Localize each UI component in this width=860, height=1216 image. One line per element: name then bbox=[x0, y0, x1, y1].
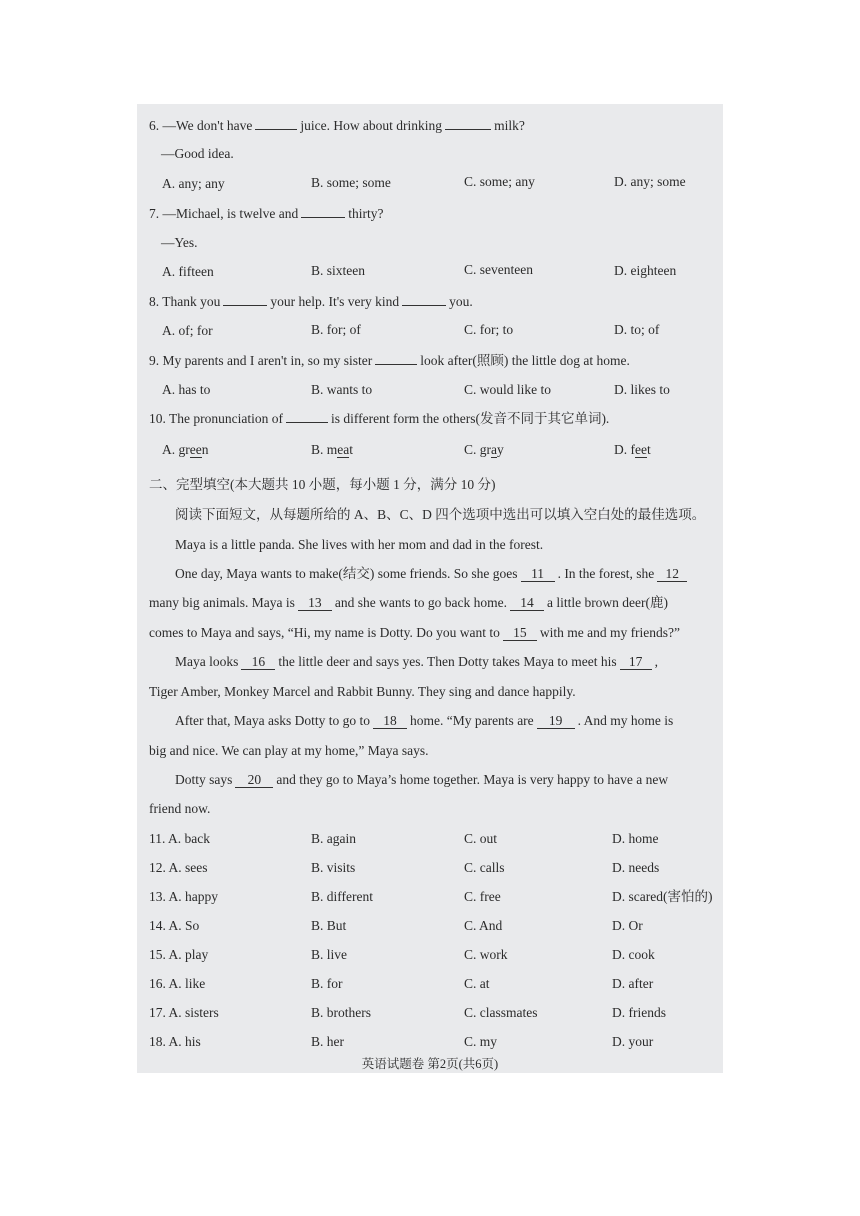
question-text: milk? bbox=[494, 118, 525, 133]
cloze-option-c: C. classmates bbox=[464, 1005, 538, 1020]
option-a: A. of; for bbox=[162, 323, 213, 338]
cloze-option-b: B. different bbox=[311, 889, 373, 904]
cloze-option-a: 18. A. his bbox=[149, 1034, 201, 1049]
cloze-option-b: B. live bbox=[311, 947, 347, 962]
option-a: A. any; any bbox=[162, 176, 225, 191]
question-text: 6. —We don't have bbox=[149, 118, 253, 133]
passage-line: big and nice. We can play at my home,” Maya says. bbox=[149, 743, 429, 758]
passage-text: . And my home is bbox=[577, 713, 674, 728]
cloze-option-d: D. your bbox=[612, 1034, 654, 1049]
option-d bbox=[614, 441, 651, 459]
option-text: D. f bbox=[614, 442, 635, 457]
question-text: you. bbox=[449, 294, 473, 309]
option-text: C. gr bbox=[464, 442, 491, 457]
option-a: A. fifteen bbox=[162, 264, 214, 279]
cloze-option-a: 13. A. happy bbox=[149, 889, 218, 904]
option-text: A. gr bbox=[162, 442, 190, 457]
cloze-option-c: C. at bbox=[464, 976, 490, 991]
cloze-blank-15: 15 bbox=[503, 625, 537, 641]
cloze-blank-19: 19 bbox=[537, 713, 575, 729]
option-text: y bbox=[497, 442, 504, 457]
answer-blank bbox=[375, 351, 417, 365]
passage-text: , bbox=[654, 654, 659, 669]
option-d: D. any; some bbox=[614, 174, 686, 189]
option-text: n bbox=[201, 442, 209, 457]
passage-line: friend now. bbox=[149, 801, 211, 816]
question-10 bbox=[149, 409, 609, 428]
question-text: 9. My parents and I aren't in, so my sister bbox=[149, 353, 373, 368]
option-b: B. wants to bbox=[311, 382, 373, 397]
cloze-blank-12: 12 bbox=[657, 566, 687, 582]
underlined-letters: ea bbox=[337, 442, 350, 457]
option-b: B. some; some bbox=[311, 175, 391, 190]
cloze-option-a: 11. A. back bbox=[149, 831, 210, 846]
passage-text: home. “My parents are bbox=[409, 713, 534, 728]
underlined-letters: a bbox=[491, 442, 497, 457]
option-b: B. sixteen bbox=[311, 263, 365, 278]
cloze-option-b: B. But bbox=[311, 918, 347, 933]
cloze-option-d: D. needs bbox=[612, 860, 660, 875]
cloze-option-b: B. again bbox=[311, 831, 356, 846]
option-c: C. seventeen bbox=[464, 262, 533, 277]
answer-blank bbox=[286, 409, 328, 423]
cloze-option-b: B. her bbox=[311, 1034, 344, 1049]
cloze-blank-18: 18 bbox=[373, 713, 407, 729]
question-text: your help. It's very kind bbox=[270, 294, 400, 309]
section-instruction: 阅读下面短文，从每题所给的 A、B、C、D 四个选项中选出可以填入空白处的最佳选项。 bbox=[175, 507, 706, 522]
question-7-reply: —Yes. bbox=[161, 235, 198, 250]
cloze-option-c: C. out bbox=[464, 831, 498, 846]
cloze-option-a: 17. A. sisters bbox=[149, 1005, 219, 1020]
cloze-option-d: D. Or bbox=[612, 918, 643, 933]
cloze-blank-11: 11 bbox=[521, 566, 555, 582]
cloze-option-c: C. work bbox=[464, 947, 508, 962]
cloze-option-a: 14. A. So bbox=[149, 918, 200, 933]
cloze-option-d: D. after bbox=[612, 976, 654, 991]
passage-text: One day, Maya wants to make(结交) some friends. So she goes bbox=[175, 566, 518, 581]
option-c: C. for; to bbox=[464, 322, 514, 337]
option-text: B. m bbox=[311, 442, 338, 457]
passage-text: After that, Maya asks Dotty to go to bbox=[175, 713, 370, 728]
underlined-letters: ee bbox=[189, 442, 202, 457]
option-b: B. for; of bbox=[311, 322, 361, 337]
answer-blank bbox=[402, 292, 446, 306]
passage-text: and they go to Maya’s home together. Maya is very happy to have a new bbox=[276, 772, 669, 787]
passage-text: Maya looks bbox=[175, 654, 239, 669]
option-d: D. eighteen bbox=[614, 263, 677, 278]
cloze-option-a: 15. A. play bbox=[149, 947, 209, 962]
option-d: D. likes to bbox=[614, 382, 670, 397]
section-heading: 二、完型填空(本大题共 10 小题，每小题 1 分，满分 10 分) bbox=[149, 477, 496, 492]
question-text: look after(照顾) the little dog at home. bbox=[420, 353, 630, 368]
cloze-option-b: B. for bbox=[311, 976, 343, 991]
passage-line bbox=[149, 594, 668, 612]
question-text: thirty? bbox=[348, 206, 384, 221]
passage-text: and she wants to go back home. bbox=[334, 595, 507, 610]
passage-text: many big animals. Maya is bbox=[149, 595, 295, 610]
cloze-option-d: D. friends bbox=[612, 1005, 666, 1020]
cloze-option-a: 16. A. like bbox=[149, 976, 206, 991]
option-c bbox=[464, 441, 504, 459]
question-text: is different form the others(发音不同于其它单词). bbox=[330, 411, 610, 426]
passage-line bbox=[175, 565, 690, 583]
passage-line: Tiger Amber, Monkey Marcel and Rabbit Bunny. They sing and dance happily. bbox=[149, 684, 576, 699]
passage-line bbox=[149, 624, 680, 642]
cloze-option-a: 12. A. sees bbox=[149, 860, 208, 875]
question-7 bbox=[149, 204, 383, 223]
passage-text: Dotty says bbox=[175, 772, 233, 787]
passage-text: . In the forest, she bbox=[557, 566, 655, 581]
cloze-option-d: D. scared(害怕的) bbox=[612, 889, 713, 904]
cloze-blank-14: 14 bbox=[510, 595, 544, 611]
question-text: juice. How about drinking bbox=[300, 118, 443, 133]
cloze-blank-17: 17 bbox=[620, 654, 652, 670]
option-text: t bbox=[349, 442, 354, 457]
passage-text: comes to Maya and says, “Hi, my name is Dotty. Do you want to bbox=[149, 625, 500, 640]
option-d: D. to; of bbox=[614, 322, 660, 337]
passage-line bbox=[175, 712, 673, 730]
question-text: 7. —Michael, is twelve and bbox=[149, 206, 299, 221]
passage-line: Maya is a little panda. She lives with her mom and dad in the forest. bbox=[175, 537, 544, 552]
answer-blank bbox=[223, 292, 267, 306]
cloze-option-d: D. cook bbox=[612, 947, 655, 962]
cloze-option-c: C. my bbox=[464, 1034, 498, 1049]
option-c: C. would like to bbox=[464, 382, 551, 397]
cloze-option-c: C. calls bbox=[464, 860, 505, 875]
option-c: C. some; any bbox=[464, 174, 535, 189]
question-text: 8. Thank you bbox=[149, 294, 221, 309]
option-a: A. has to bbox=[162, 382, 211, 397]
cloze-option-c: C. free bbox=[464, 889, 501, 904]
underlined-letters: ee bbox=[635, 442, 647, 457]
cloze-option-d: D. home bbox=[612, 831, 659, 846]
cloze-option-c: C. And bbox=[464, 918, 503, 933]
answer-blank bbox=[445, 116, 491, 130]
passage-line bbox=[175, 653, 658, 671]
question-8 bbox=[149, 292, 473, 311]
option-text: t bbox=[646, 442, 651, 457]
answer-blank bbox=[255, 116, 297, 130]
cloze-option-b: B. brothers bbox=[311, 1005, 371, 1020]
cloze-blank-20: 20 bbox=[235, 772, 273, 788]
question-6-reply: —Good idea. bbox=[161, 146, 234, 161]
passage-text: a little brown deer(鹿) bbox=[546, 595, 669, 610]
cloze-option-b: B. visits bbox=[311, 860, 356, 875]
question-6 bbox=[149, 116, 525, 135]
question-text: 10. The pronunciation of bbox=[149, 411, 283, 426]
question-9 bbox=[149, 351, 630, 370]
passage-text: the little deer and says yes. Then Dotty takes Maya to meet his bbox=[278, 654, 617, 669]
cloze-blank-16: 16 bbox=[241, 654, 275, 670]
cloze-blank-13: 13 bbox=[298, 595, 332, 611]
option-a bbox=[162, 441, 208, 459]
passage-line bbox=[175, 771, 668, 789]
page-footer: 英语试题卷 第2页(共6页) bbox=[361, 1057, 499, 1071]
passage-text: with me and my friends?” bbox=[539, 625, 681, 640]
exam-page bbox=[137, 104, 723, 1073]
answer-blank bbox=[301, 204, 345, 218]
option-b bbox=[311, 441, 353, 459]
